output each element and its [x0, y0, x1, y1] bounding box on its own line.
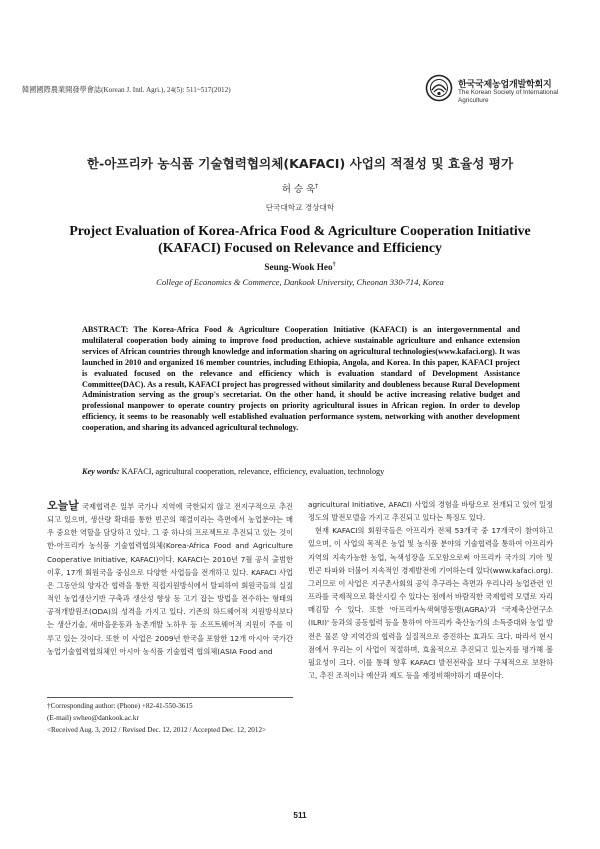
author-korean-name: 허 승 욱 [281, 184, 316, 195]
opening-word: 오늘날 [47, 499, 79, 512]
journal-citation: 韓國國際農業開發學會誌(Korean J. Intl. Agri.), 24(5): 511~517(2012) [22, 86, 231, 94]
society-name-ko: 한국국제농업개발학회지 [458, 80, 552, 90]
author-english-name: Seung-Wook Heo [264, 262, 333, 273]
footnotes [47, 700, 307, 736]
page-number: 511 [293, 811, 307, 820]
keywords-list: KAFACI, agricultural cooperation, relevance, efficiency, evaluation, technology [121, 467, 385, 476]
affiliation-english: College of Economics & Commerce, Dankook University, Cheonan 330-714, Korea [156, 277, 444, 287]
keywords [82, 467, 532, 476]
body-left-text: 국제협력은 일부 국가나 지역에 국한되지 않고 전지구적으로 추진되고 있으며, 생산량 확대를 통한 빈곤의 해결이라는 측면에서 농업분야는 매우 중요한 역할을 담당하고 있다. 그 중 하나의 프로젝트로 추진되고 있는 것이 한-아프리카 농식품 기술협력협의체(Korea-Africa Food and Agriculture Cooperative Initiative, KAFACI)이다. KAFACI는 2010년 7월 공식 출범한 이후, 17개 회원국을 중심으로 다양한 사업들을 전개하고 있다. KAFACI 사업은 그동안의 양자간 협력을 통한 직접지원방식에서 탈피하여 회원국들의 실질적인 농업생산기반 구축과 생산성 향상 등 고기 잡는 방법을 전수하는 형태의 공적개발원조(ODA)의 성격을 가지고 있다. 기존의 하드웨어적 지원방식보다는 생산기술, 새마을운동과 농촌개발 노하우 등 소프트웨어적 지원이 주를 이루고 있는 것이다. 또한 이 사업은 2009년 한국을 포함한 12개 아시아 국가간 농업기술협력협의체인 아시아 농식품 기술협력 협의체(ASIA Food and [47, 502, 293, 656]
society-emblem-icon [425, 74, 453, 102]
author-korean [0, 181, 600, 195]
title-english: Project Evaluation of Korea-Africa Food & Agriculture Cooperation Initiative (KAFACI) Focused on Relevance and Efficiency [69, 223, 531, 255]
abstract: ABSTRACT: The Korea-Africa Food & Agriculture Cooperation Initiative (KAFACI) is an intergovernmental and multilateral cooperation body aiming to improve food production, achieve sustainable agriculture and enhance extension services of African countries through knowledge and information sharing on agricultural technologies(www.kafaci.org). It was launched in 2010 and organized 16 member countries, including Ethiopia, Angola, and Korea. In this paper, KAFACI project is evaluated focused on the relevance and efficiency which is evaluation standard of Development Assistance Committee(DAC). As a result, KAFACI project has progressed without similarity and doubleness because Rural Development Administration serving as the group's secretariat. On the other hand, it should be active increasing relative budget and professional manpower to operate country projects on priority agricultural issues in African region. In order to develop efficiency, it seems to be reasonably well established evaluation performance system, networking with another development cooperation, and sharing its advanced agricultural technology. [82, 325, 520, 433]
author-korean-mark: † [315, 182, 319, 190]
affiliation-korean: 단국대학교 경상대학 [265, 203, 335, 212]
footnote-received: <Received Aug. 3, 2012 / Revised Dec. 12, 2012 / Accepted Dec. 12, 2012> [47, 726, 267, 734]
society-name-en: The Korean Society of International Agriculture [458, 89, 559, 104]
author-english-mark: † [332, 262, 336, 268]
title-korean: 한-아프리카 농식품 기술협력협의체(KAFACI) 사업의 적절성 및 효율성 평가 [86, 156, 514, 171]
body-right-paragraph-1: agricultural Initiative, AFACI) 사업의 경험을 바탕으로 전개되고 있어 일정정도의 발전모델을 가지고 추진되고 있다는 특징도 있다. [308, 500, 553, 523]
footnote-divider [47, 697, 293, 698]
society-header [425, 74, 585, 108]
body-column-right [308, 498, 553, 682]
keywords-label: Key words: [82, 467, 120, 476]
footnote-corresponding: †Corresponding author: (Phone) +82-41-550-3615 [47, 702, 193, 710]
author-english [0, 262, 600, 272]
footnote-email: (E-mail) swheo@dankook.ac.kr [47, 714, 139, 722]
body-right-paragraph-2: 현재 KAFACI의 회원국들은 아프리카 전체 53개국 중 17개국이 참여하고 있으며, 이 사업의 목적은 농업 및 농식품 분야의 기술협력을 통하여 아프리카 지역의 지속가능한 농업, 녹색성장을 도모함으로써 아프리카 국가의 기아 및 빈곤 타파와 더불어 지속적인 경제발전에 기여하는데 있다(www.kafaci.org). 그러므로 이 사업은 지구촌사회의 공익 추구라는 측면과 우리나라 농업관련 인프라를 국제적으로 확산시킬 수 있다는 점에서 바람직한 국제협력 모델로 자리매김할 수 있다. 또한 '아프리카녹색혁명동맹(AGRA)'과 '국제축산연구소(ILRI)' 등과의 공동협력 등을 통하여 아프리카 축산농가의 소득증대와 농업 발전은 물론 양 지역간의 협력을 실질적으로 증진하는 효과도 크다. 따라서 현시점에서 우리는 이 사업이 적절하며, 효율적으로 추진되고 있는지를 평가해 볼 필요성이 크다. 이를 통해 향후 KAFACI 발전전략을 보다 구체적으로 보완하고, 추진 조직이나 예산과 제도 등을 재정비해야하기 때문이다. [308, 526, 554, 681]
body-column-left [47, 499, 293, 658]
